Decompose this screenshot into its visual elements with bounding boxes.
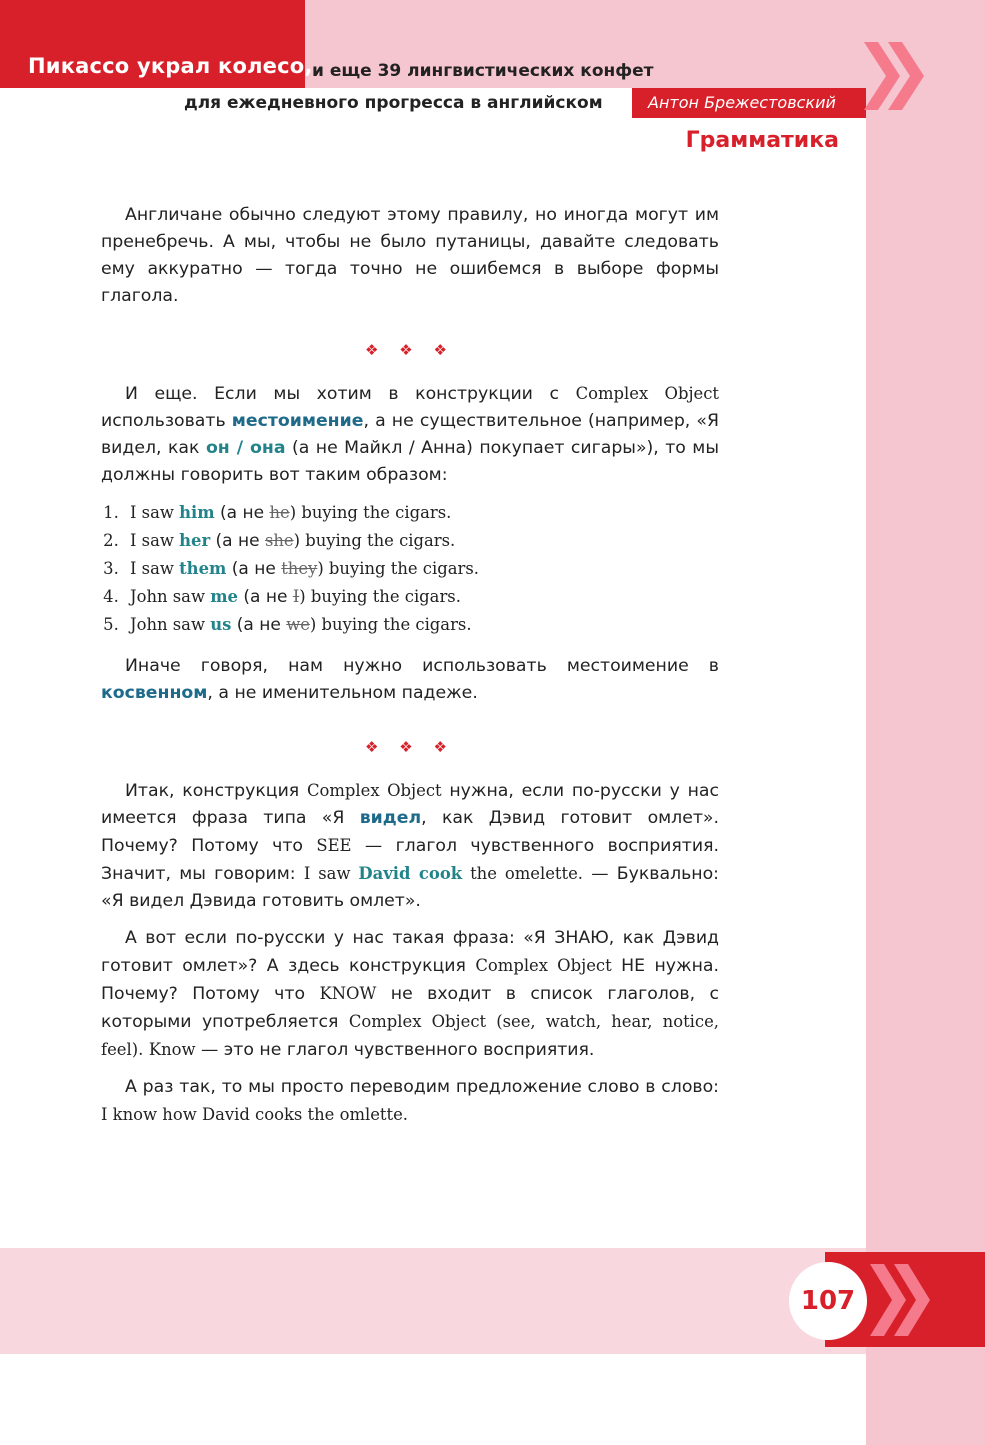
example-item	[124, 527, 719, 555]
highlight-he-she: он / она	[205, 438, 286, 458]
example-text: I saw	[303, 864, 359, 883]
separator-ornament: ❖ ❖ ❖	[365, 738, 455, 756]
text: John saw	[130, 615, 211, 634]
text: И еще. Если мы хотим в конструкции с	[125, 384, 576, 404]
text: (а не	[237, 587, 293, 607]
term-verb-list: Complex Object (see, watch, hear, notice, feel).	[101, 1012, 719, 1059]
text: ) buying the cigars.	[309, 615, 472, 634]
text: I saw	[130, 559, 180, 578]
book-title-continuation: и еще 39 лингвистических конфет	[312, 61, 654, 81]
text: (а не	[214, 503, 270, 523]
text: — это не глагол чувственного восприятия.	[195, 1040, 595, 1060]
text: — Буквально: «Я видел Дэвида готовить омлет».	[101, 864, 719, 911]
text: — глагол чувственного восприятия. Значит, мы говорим:	[101, 836, 719, 884]
text: (а не	[210, 531, 265, 551]
paragraph-1: Англичане обычно следуют этому правилу, но иногда могут им пренебречь. А мы, чтобы не было путаницы, давайте следовать ему аккуратно — тогда точно не ошибемся в выборе формы глагола.	[101, 205, 719, 306]
wrong-pronoun: he	[269, 503, 290, 522]
text: John saw	[130, 587, 211, 606]
term-see: SEE	[316, 836, 352, 855]
examples-list	[101, 499, 719, 639]
highlight-pronoun: местоимение	[231, 411, 364, 431]
text: (а не	[231, 615, 287, 635]
example-item	[124, 611, 719, 639]
paragraph-3	[101, 653, 719, 707]
book-title: Пикассо украл колесо,	[28, 54, 313, 78]
text: , а не существительное (например, «Я видел, как	[101, 411, 719, 458]
page-number: 107	[789, 1262, 867, 1340]
example-item	[124, 583, 719, 611]
text: использовать	[101, 411, 232, 431]
text: , как Дэвид готовит омлет». Почему? Потому что	[101, 808, 719, 856]
text: (а не Майкл / Анна) покупает сигары»), то мы должны говорить вот таким образом:	[101, 438, 719, 485]
text: ) buying the cigars.	[293, 531, 456, 550]
term-know: Know	[148, 1040, 196, 1059]
wrong-pronoun: we	[286, 615, 310, 634]
text: I saw	[130, 531, 180, 550]
wrong-pronoun: they	[281, 559, 318, 578]
correct-pronoun: me	[210, 587, 238, 606]
term-complex-object: Complex Object	[575, 384, 720, 403]
correct-pronoun: her	[179, 531, 211, 550]
highlight-saw: видел	[359, 808, 422, 828]
text: нужна, если по-русски у нас имеется фраза типа «Я	[101, 781, 719, 828]
text: ) buying the cigars.	[299, 587, 461, 606]
text: , а не именительном падеже.	[207, 683, 478, 703]
text: НЕ нужна. Почему? Потому что	[101, 956, 719, 1004]
example-item	[124, 555, 719, 583]
text: (а не	[226, 559, 282, 579]
wrong-pronoun: she	[264, 531, 294, 550]
text: А вот если по-русски у нас такая фраза: «Я ЗНАЮ, как Дэвид готовит омлет»? А здесь конструкция	[101, 928, 719, 976]
text: ) buying the cigars.	[317, 559, 479, 578]
chevron-right-icon	[868, 1262, 938, 1338]
section-title: Грамматика	[685, 128, 839, 153]
term-know: KNOW	[319, 984, 377, 1003]
side-strip	[866, 0, 985, 1445]
paragraph-6	[101, 1074, 719, 1129]
example-text: the omelette.	[462, 864, 584, 883]
paragraph-4	[101, 777, 719, 915]
book-subtitle: для ежедневного прогресса в английском	[184, 93, 603, 113]
correct-pronoun: them	[179, 559, 227, 578]
example-item	[124, 499, 719, 527]
text: ) buying the cigars.	[289, 503, 452, 522]
paragraph-5	[101, 925, 719, 1064]
text: А раз так, то мы просто переводим предложение слово в слово:	[125, 1077, 719, 1097]
footer-band	[0, 1248, 866, 1354]
chevron-right-icon	[862, 40, 932, 112]
paragraph-2	[101, 380, 719, 489]
highlight-oblique-case: косвенном	[101, 683, 208, 703]
separator-ornament: ❖ ❖ ❖	[365, 341, 455, 359]
text: не входит в список глаголов, с которыми употребляется	[101, 984, 719, 1032]
term-complex-object: Complex Object	[475, 956, 612, 975]
term-complex-object: Complex Object	[306, 781, 442, 800]
highlight-david-cook: David cook	[358, 864, 463, 883]
page-content	[101, 202, 719, 1139]
correct-pronoun: us	[210, 615, 232, 634]
author-name: Антон Брежестовский	[648, 93, 836, 112]
correct-pronoun: him	[179, 503, 215, 522]
text: Итак, конструкция	[125, 781, 307, 801]
text: I saw	[130, 503, 180, 522]
wrong-pronoun: I	[292, 587, 300, 606]
text: Иначе говоря, нам нужно использовать местоимение в	[125, 656, 719, 676]
example-text: I know how David cooks the omlette.	[101, 1105, 409, 1124]
